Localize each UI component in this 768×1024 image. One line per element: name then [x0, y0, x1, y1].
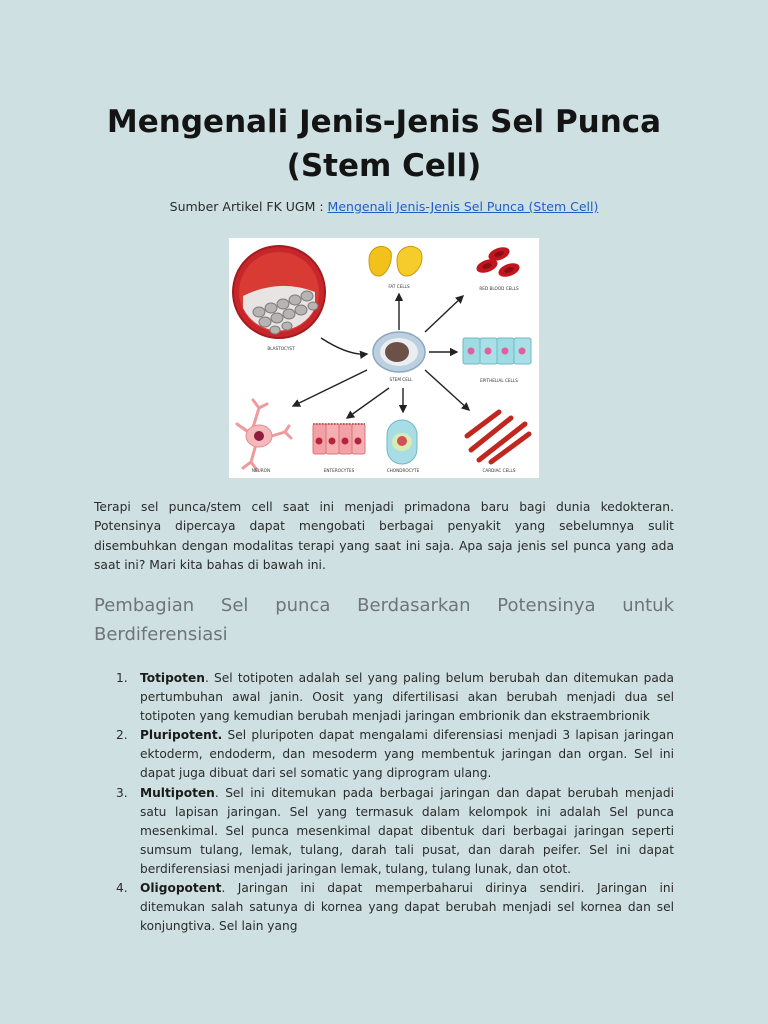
cell-type-list	[94, 669, 674, 936]
diagram-svg	[229, 238, 539, 478]
label-red-blood-cells: RED BLOOD CELLS	[479, 286, 519, 291]
list-term: Pluripotent.	[140, 728, 223, 743]
list-number: 1.	[116, 671, 128, 685]
list-number: 2.	[116, 728, 128, 743]
chondrocyte-icon	[387, 420, 417, 464]
cardiac-cells-icon	[467, 412, 529, 462]
list-number: 3.	[116, 785, 128, 800]
neuron-icon	[237, 400, 291, 470]
source-prefix: Sumber Artikel FK UGM :	[169, 199, 328, 214]
label-chondrocyte: CHONDROCYTE	[386, 468, 420, 473]
intro-paragraph: Terapi sel punca/stem cell saat ini menjadi primadona baru bagi dunia kedokteran. Potensinya dipercaya dapat mengobati berbagai penyakit yang sebelumnya sulit disembuhkan dengan modalitas terapi yang saat ini saja. Apa saja jenis sel punca yang ada saat ini? Mari kita bahas di bawah ini.	[94, 500, 674, 573]
list-term: Multipoten	[140, 785, 215, 800]
title-line-2: (Stem Cell)	[286, 148, 482, 184]
source-link[interactable]: Mengenali Jenis-Jenis Sel Punca (Stem Cell)	[327, 199, 599, 214]
list-item	[94, 879, 674, 936]
blastocyst-icon	[233, 246, 325, 338]
list-text: . Jaringan ini dapat memperbaharui dirinya sendiri. Jaringan ini ditemukan salah satunya di kornea yang dapat berubah menjadi sel kornea dan sel konjungtiva. Sel lain yang	[140, 881, 674, 934]
list-text: . Sel totipoten adalah sel yang paling belum berubah dan ditemukan pada pertumbuhan awal janin. Oosit yang difertilisasi akan berubah menjadi dua sel totipoten yang kemudian berubah menjadi jaringan embrionik dan ekstraembrionik	[140, 671, 674, 724]
list-term: Totipoten	[140, 671, 205, 685]
label-fat-cells: FAT CELLS	[388, 284, 410, 289]
enterocytes-icon	[313, 424, 365, 454]
list-text: Sel pluripoten dapat mengalami diferensiasi menjadi 3 lapisan jaringan ektoderm, endoderm, dan mesoderm yang membentuk jaringan dan organ. Sel ini dapat juga dibuat dari sel somatic yang diprogram ulang.	[140, 728, 674, 781]
label-neuron: NEURON	[251, 468, 271, 473]
source-line	[94, 199, 674, 214]
label-enterocytes: ENTEROCYTES	[323, 468, 355, 473]
label-cardiac-cells: CARDIAC CELLS	[482, 468, 516, 473]
label-blastocyst: BLASTOCYST	[267, 346, 295, 351]
section-heading: Pembagian Sel punca Berdasarkan Potensinya untuk Berdiferensiasi	[94, 595, 674, 645]
fat-cells-icon	[369, 246, 422, 276]
list-number: 4.	[116, 881, 128, 896]
list-term: Oligopotent	[140, 881, 222, 896]
label-stem-cell: STEM CELL	[389, 377, 413, 382]
list-item	[94, 669, 674, 726]
list-item	[94, 726, 674, 783]
label-epithelial-cells: EPITHELIAL CELLS	[480, 378, 518, 383]
red-blood-cells-icon	[475, 245, 522, 280]
epithelial-cells-icon	[463, 338, 531, 364]
list-text: . Sel ini ditemukan pada berbagai jaringan dan dapat berubah menjadi satu lapisan jaringan. Sel yang termasuk dalam kelompok ini adalah Sel punca mesenkimal. Sel punca mesenkimal dapat dibentuk dari berbagai jaringan seperti sumsum tulang, lemak, tulang, darah tali pusat, dan darah peifer. Sel ini dapat berdiferensiasi menjadi jaringan lemak, tulang, tulang lunak, dan otot.	[140, 785, 674, 876]
stem-cell-diagram	[229, 238, 539, 478]
title-line-1: Mengenali Jenis-Jenis Sel Punca	[106, 104, 662, 140]
stem-cell-icon	[373, 332, 425, 372]
list-item	[94, 784, 674, 879]
page-title	[94, 100, 674, 188]
